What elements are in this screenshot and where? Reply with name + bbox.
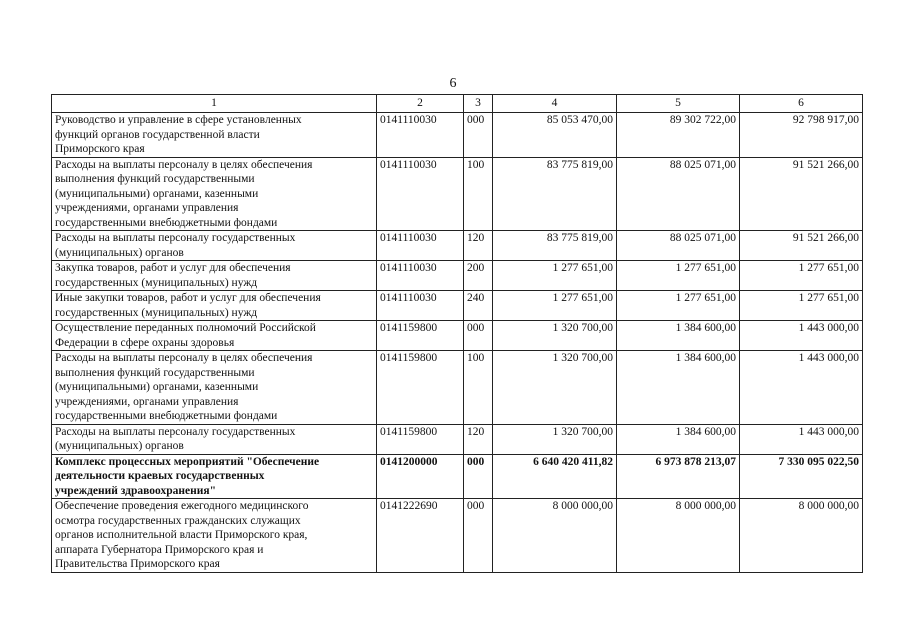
- row-description: [52, 261, 377, 291]
- row-value-year-2: 1 384 600,00: [617, 321, 740, 351]
- description-line: государственных (муниципальных) нужд: [55, 306, 258, 319]
- row-value-year-1: 6 640 420 411,82: [493, 454, 617, 499]
- description-line: (муниципальных) органов: [55, 246, 184, 259]
- row-description: [52, 424, 377, 454]
- table-row: [52, 321, 863, 351]
- row-expense-type: 100: [464, 351, 493, 425]
- row-value-year-3: 1 443 000,00: [740, 424, 863, 454]
- row-description: [52, 499, 377, 573]
- row-value-year-3: 1 277 651,00: [740, 261, 863, 291]
- row-code: 0141110030: [377, 231, 464, 261]
- table-row: [52, 291, 863, 321]
- description-line: осмотра государственных гражданских служащих: [55, 514, 301, 527]
- column-header: 4: [493, 95, 617, 113]
- table-row: [52, 499, 863, 573]
- description-line: Расходы на выплаты персоналу государственных: [55, 425, 296, 438]
- description-line: (муниципальных) органов: [55, 440, 184, 452]
- row-code: 0141222690: [377, 499, 464, 573]
- row-expense-type: 000: [464, 321, 493, 351]
- row-code: 0141110030: [377, 157, 464, 231]
- description-line: Приморского края: [55, 143, 145, 155]
- row-code: 0141110030: [377, 113, 464, 158]
- description-line: Иные закупки товаров, работ и услуг для обеспечения: [55, 292, 321, 304]
- description-line: Обеспечение проведения ежегодного медицинского: [55, 500, 309, 512]
- row-expense-type: 100: [464, 157, 493, 231]
- row-value-year-3: 1 443 000,00: [740, 351, 863, 425]
- row-value-year-1: 1 277 651,00: [493, 261, 617, 291]
- row-value-year-1: 1 320 700,00: [493, 424, 617, 454]
- row-expense-type: 000: [464, 113, 493, 158]
- page-number: 6: [449, 76, 457, 91]
- row-code: 0141159800: [377, 321, 464, 351]
- row-value-year-1: 1 320 700,00: [493, 351, 617, 425]
- description-line: Правительства Приморского края: [55, 558, 220, 570]
- description-line: Расходы на выплаты персоналу в целях обеспечения: [55, 158, 313, 171]
- row-value-year-1: 1 320 700,00: [493, 321, 617, 351]
- description-line: Осуществление переданных полномочий Российской: [55, 322, 316, 334]
- description-line: государственными внебюджетными фондами: [55, 410, 278, 422]
- row-expense-type: 200: [464, 261, 493, 291]
- row-code: 0141159800: [377, 424, 464, 454]
- row-value-year-1: 1 277 651,00: [493, 291, 617, 321]
- row-description: [52, 113, 377, 158]
- column-header: 6: [740, 95, 863, 113]
- row-description: [52, 291, 377, 321]
- description-line: выполнения функций государственными: [55, 173, 255, 185]
- column-header: 3: [464, 95, 493, 113]
- table-row: [52, 261, 863, 291]
- row-expense-type: 000: [464, 454, 493, 499]
- row-description: [52, 231, 377, 261]
- table-row: [52, 351, 863, 425]
- row-value-year-1: 8 000 000,00: [493, 499, 617, 573]
- row-value-year-2: 6 973 878 213,07: [617, 454, 740, 499]
- row-value-year-2: 88 025 071,00: [617, 231, 740, 261]
- row-expense-type: 120: [464, 231, 493, 261]
- row-value-year-3: 91 521 266,00: [740, 157, 863, 231]
- row-value-year-2: 89 302 722,00: [617, 113, 740, 158]
- description-line: Закупка товаров, работ и услуг для обеспечения: [55, 262, 291, 274]
- row-value-year-3: 8 000 000,00: [740, 499, 863, 573]
- row-value-year-2: 88 025 071,00: [617, 157, 740, 231]
- row-code: 0141200000: [377, 454, 464, 499]
- table-row: [52, 231, 863, 261]
- row-value-year-2: 8 000 000,00: [617, 499, 740, 573]
- description-line: органов исполнительной власти Приморского края,: [55, 529, 308, 541]
- row-value-year-1: 83 775 819,00: [493, 157, 617, 231]
- row-value-year-2: 1 384 600,00: [617, 424, 740, 454]
- row-value-year-3: 1 443 000,00: [740, 321, 863, 351]
- description-line: Федерации в сфере охраны здоровья: [55, 336, 235, 349]
- description-line: Руководство и управление в сфере установленных: [55, 114, 302, 126]
- description-line: государственных (муниципальных) нужд: [55, 276, 258, 289]
- description-line: учреждениями, органами управления: [55, 395, 239, 408]
- column-header: 1: [52, 95, 377, 113]
- row-description: [52, 321, 377, 351]
- header-row: [52, 95, 863, 113]
- row-value-year-1: 85 053 470,00: [493, 113, 617, 158]
- row-expense-type: 000: [464, 499, 493, 573]
- description-line: аппарата Губернатора Приморского края и: [55, 543, 264, 556]
- row-code: 0141159800: [377, 351, 464, 425]
- budget-table: [51, 94, 863, 573]
- row-code: 0141110030: [377, 291, 464, 321]
- table-row: [52, 113, 863, 158]
- description-line: государственными внебюджетными фондами: [55, 216, 278, 229]
- row-description: [52, 454, 377, 499]
- row-expense-type: 240: [464, 291, 493, 321]
- row-value-year-2: 1 277 651,00: [617, 261, 740, 291]
- description-line: учреждений здравоохранения": [55, 484, 216, 497]
- description-line: функций органов государственной власти: [55, 128, 260, 141]
- row-value-year-2: 1 277 651,00: [617, 291, 740, 321]
- description-line: учреждениями, органами управления: [55, 202, 239, 214]
- description-line: Расходы на выплаты персоналу государственных: [55, 232, 296, 244]
- description-line: (муниципальными) органами, казенными: [55, 381, 259, 393]
- column-header: 2: [377, 95, 464, 113]
- table-row: [52, 454, 863, 499]
- row-value-year-3: 91 521 266,00: [740, 231, 863, 261]
- description-line: Расходы на выплаты персоналу в целях обеспечения: [55, 352, 313, 364]
- row-code: 0141110030: [377, 261, 464, 291]
- table-row: [52, 424, 863, 454]
- column-header: 5: [617, 95, 740, 113]
- row-description: [52, 157, 377, 231]
- row-value-year-1: 83 775 819,00: [493, 231, 617, 261]
- row-expense-type: 120: [464, 424, 493, 454]
- description-line: (муниципальными) органами, казенными: [55, 187, 259, 200]
- row-value-year-2: 1 384 600,00: [617, 351, 740, 425]
- row-value-year-3: 92 798 917,00: [740, 113, 863, 158]
- description-line: выполнения функций государственными: [55, 366, 255, 379]
- row-description: [52, 351, 377, 425]
- table-row: [52, 157, 863, 231]
- description-line: деятельности краевых государственных: [55, 470, 265, 482]
- row-value-year-3: 1 277 651,00: [740, 291, 863, 321]
- row-value-year-3: 7 330 095 022,50: [740, 454, 863, 499]
- description-line: Комплекс процессных мероприятий "Обеспечение: [55, 455, 320, 468]
